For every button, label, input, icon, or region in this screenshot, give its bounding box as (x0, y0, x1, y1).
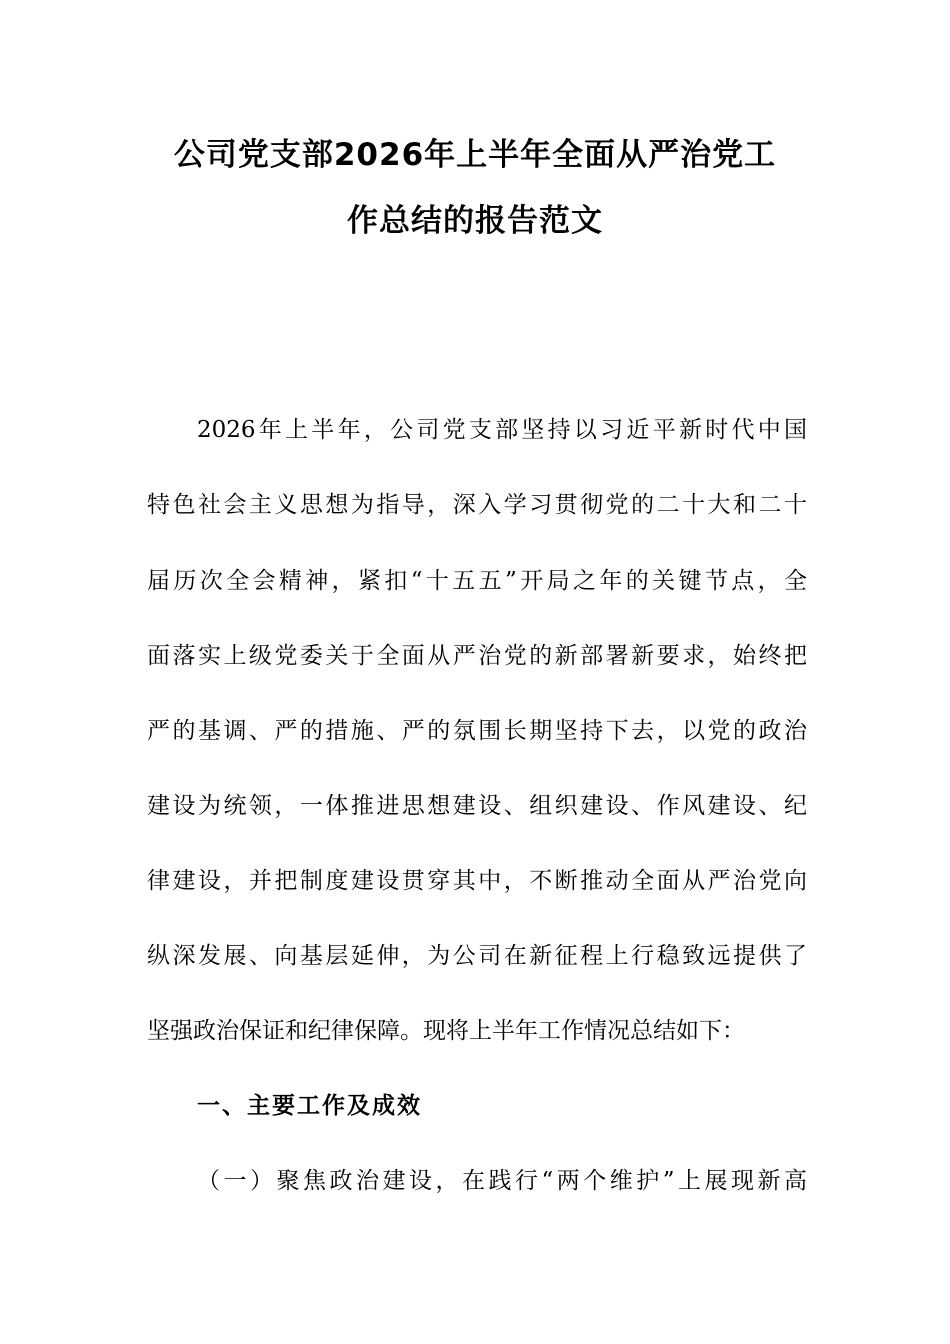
paragraph-line: 纵深发展、向基层延伸，为公司在新征程上行稳致远提供了 (147, 943, 807, 969)
paragraph-line: 2026年上半年，公司党支部坚持以习近平新时代中国 (197, 417, 807, 443)
paragraph-line: 律建设，并把制度建设贯穿其中，不断推动全面从严治党向 (147, 868, 807, 894)
document-title-line-1: 公司党支部2026年上半年全面从严治党工 (173, 137, 777, 173)
paragraph-line: 届历次全会精神，紧扣“十五五”开局之年的关键节点，全 (147, 568, 807, 594)
document-title-line-2: 作总结的报告范文 (347, 203, 603, 239)
paragraph-line: 特色社会主义思想为指导，深入学习贯彻党的二十大和二十 (147, 492, 807, 518)
paragraph-line: 严的基调、严的措施、严的氛围长期坚持下去，以党的政治 (147, 718, 807, 744)
subsection-heading: （一）聚焦政治建设，在践行“两个维护”上展现新高 (197, 1168, 807, 1194)
paragraph-line: 坚强政治保证和纪律保障。现将上半年工作情况总结如下： (147, 1018, 745, 1044)
section-heading: 一、主要工作及成效 (197, 1093, 422, 1119)
paragraph-line: 面落实上级党委关于全面从严治党的新部署新要求，始终把 (147, 643, 807, 669)
paragraph-line: 建设为统领，一体推进思想建设、组织建设、作风建设、纪 (147, 793, 807, 819)
